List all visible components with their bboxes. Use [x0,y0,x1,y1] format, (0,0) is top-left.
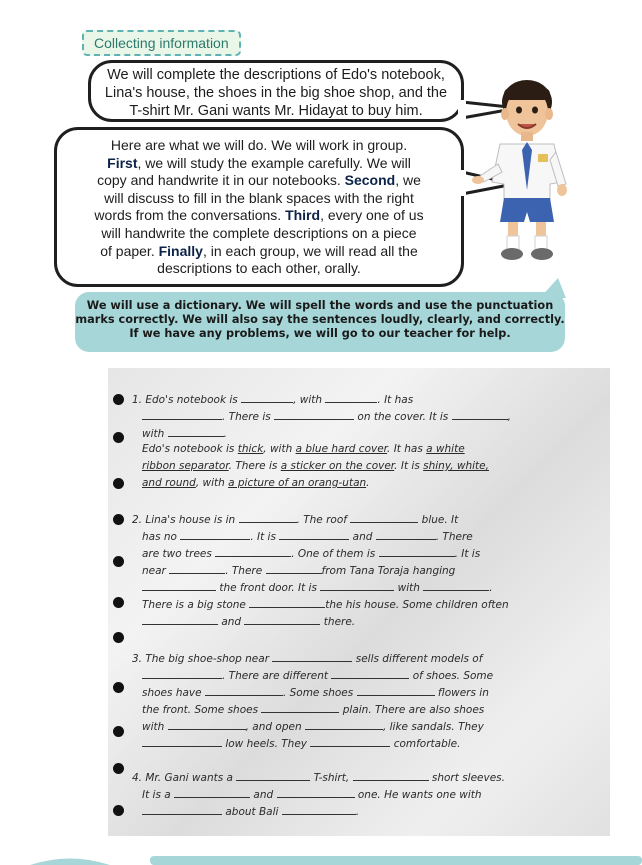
blank-field[interactable] [239,512,297,523]
text: sells different models of [355,653,483,665]
blank-field[interactable] [279,529,349,540]
text: . There [225,565,263,577]
keyword-first: First [107,154,138,171]
blank-field[interactable] [142,580,216,591]
text: descriptions to each other, orally. [157,260,361,277]
binder-hole [113,597,124,608]
text: the front door. It is [219,582,317,594]
text: . There are different [222,670,329,682]
instruction-box [75,292,565,352]
text: blue. It [421,514,459,526]
example-answer: shiny, white, [423,460,489,472]
instruction-line: If we have any problems, we will go to our teacher for help. [129,327,511,340]
exercise-line [142,702,484,716]
example-answer: a blue hard cover [295,443,388,455]
text: , every one of us [320,207,424,224]
blank-field[interactable] [180,529,250,540]
exercise-line [142,685,489,699]
example-answer: ribbon separator [142,460,229,472]
exercise-line [142,563,455,577]
blank-field[interactable] [274,409,354,420]
text: There is a big stone [142,599,246,611]
footer-decoration [0,852,642,865]
text: . There is [228,460,281,472]
blank-field[interactable] [142,736,222,747]
text: the his house. Some children often [325,599,509,611]
blank-field[interactable] [244,614,320,625]
text: 3. The big shoe-shop near [132,653,270,665]
blank-field[interactable] [277,787,355,798]
bubble-line [67,190,451,208]
text: . It is [394,460,424,472]
text: . There is [222,411,271,423]
blank-field[interactable] [376,529,436,540]
blank-field[interactable] [272,651,352,662]
text: with [397,582,420,594]
text: , with [195,477,229,489]
text: has no [142,531,177,543]
text: and [253,789,274,801]
text: on the cover. It is [357,411,449,423]
text: low heels. They [225,738,307,750]
bubble-line: We will complete the descriptions of Edo's notebook, [107,67,445,83]
text: Here are what we will do. We will work in group. [110,137,408,153]
blank-field[interactable] [142,409,222,420]
text: the front. Some shoes [142,704,259,716]
blank-field[interactable] [305,719,383,730]
text: 4. Mr. Gani wants a [132,772,233,784]
blank-field[interactable] [379,546,455,557]
student-illustration [470,72,590,282]
exercise-line [142,668,493,682]
section-tag-label: Collecting information [94,35,229,51]
instruction-box-tail [540,276,570,300]
exercise-line [142,736,460,750]
text: will discuss to fill in the blank spaces with the right [104,189,414,206]
text: , we [395,172,421,189]
binder-hole [113,478,124,489]
binder-hole [113,632,124,643]
exercise-line [142,719,484,733]
exercise-line [132,770,505,784]
instruction-line: We will use a dictionary. We will spell the words and use the punctuation [86,299,554,312]
bubble-line [67,243,451,261]
text: 2. Lina's house is in [132,514,236,526]
exercise-line [142,546,480,560]
text: with [142,428,165,440]
text: , in each group, we will read all the [202,242,418,259]
blank-field[interactable] [236,770,310,781]
text: . [355,806,360,818]
text: . [223,428,227,440]
bubble-line [67,137,451,155]
blank-field[interactable] [168,719,246,730]
text: , with [263,443,296,455]
text: are two trees [142,548,212,560]
binder-hole [113,432,124,443]
speech-bubble-intro [88,60,464,122]
exercise-line [142,614,355,628]
text: It is a [142,789,171,801]
text: . It is [250,531,276,543]
text: . One of them is [291,548,376,560]
speech-bubble-steps [54,127,464,287]
text: . It has [387,443,427,455]
bubble-line [67,155,451,173]
text: , [507,411,511,423]
exercise-line [142,409,511,423]
binder-hole [113,726,124,737]
text: comfortable. [393,738,461,750]
text: near [142,565,166,577]
blank-field[interactable] [142,614,218,625]
example-line [142,460,489,472]
binder-hole [113,556,124,567]
example-line [142,477,370,489]
keyword-second: Second [344,172,396,189]
blank-field[interactable] [423,580,489,591]
example-line [142,443,465,455]
exercise-line [132,512,458,526]
text: T-shirt, [313,772,350,784]
instruction-line: marks correctly. We will also say the sentences loudly, clearly, and correctly. [75,313,565,326]
blank-field[interactable] [331,668,409,679]
text: will handwrite the complete descriptions on a piece [101,224,417,241]
example-answer: and round [142,477,196,489]
text: , we will study the example carefully. We will [137,154,411,171]
text: and [221,616,242,628]
exercise-line [142,804,359,818]
exercise-line [142,426,227,440]
text: . There [435,531,473,543]
blank-field[interactable] [320,580,394,591]
exercise-line [142,529,473,543]
blank-field[interactable] [168,426,224,437]
exercise-line [142,787,482,801]
blank-field[interactable] [350,512,418,523]
blank-field[interactable] [241,392,293,403]
bubble-line: T-shirt Mr. Gani wants Mr. Hidayat to buy him. [129,103,423,119]
blank-field[interactable] [142,668,222,679]
bubble-line [67,260,451,278]
example-answer: a sticker on the cover [280,460,395,472]
example-answer: thick [237,443,264,455]
text: short sleeves. [431,772,505,784]
exercise-line [142,580,493,594]
text: of paper. [100,242,159,259]
text: and [352,531,373,543]
text: . [489,582,493,594]
binder-hole [113,805,124,816]
keyword-third: Third [285,207,321,224]
text: copy and handwrite it in our notebooks. [97,172,345,189]
text: words from the conversations. [94,207,286,224]
blank-field[interactable] [169,563,225,574]
text: , and open [245,721,302,733]
text: plain. There are also shoes [342,704,485,716]
binder-hole [113,763,124,774]
text: , with [293,394,323,406]
bubble-line: Lina's house, the shoes in the big shoe shop, and the [104,85,448,101]
blank-field[interactable] [215,546,291,557]
blank-field[interactable] [174,787,250,798]
blank-field[interactable] [325,392,377,403]
blank-field[interactable] [142,804,222,815]
exercise-line [132,651,482,665]
text: about Bali [225,806,279,818]
keyword-finally: Finally [158,242,203,259]
text: . Some shoes [282,687,354,699]
text: flowers in [437,687,489,699]
text: Edo's notebook is [142,443,238,455]
blank-field[interactable] [452,409,508,420]
binder-hole [113,394,124,405]
text: of shoes. Some [412,670,494,682]
blank-field[interactable] [261,702,339,713]
blank-field[interactable] [205,685,283,696]
blank-field[interactable] [310,736,390,747]
blank-field[interactable] [282,804,356,815]
text: 1. Edo's notebook is [132,394,238,406]
blank-field[interactable] [249,597,325,608]
text: . It has [377,394,414,406]
text: . [366,477,370,489]
text: . The roof [296,514,347,526]
binder-hole [113,682,124,693]
binder-hole [113,514,124,525]
text: there. [323,616,356,628]
text: shoes have [142,687,202,699]
text: . It is [454,548,481,560]
bubble-line [67,225,451,243]
text: one. He wants one with [357,789,482,801]
blank-field[interactable] [357,685,435,696]
example-answer: a white [426,443,465,455]
text: , like sandals. They [382,721,484,733]
text: from Tana Toraja hanging [321,565,456,577]
bubble-line [67,207,451,225]
text: with [142,721,165,733]
example-answer: a picture of an orang-utan [228,477,367,489]
section-tag [82,30,241,56]
bubble-line [67,172,451,190]
blank-field[interactable] [353,770,429,781]
blank-field[interactable] [266,563,322,574]
exercise-line [142,597,509,611]
exercise-line [132,392,413,406]
